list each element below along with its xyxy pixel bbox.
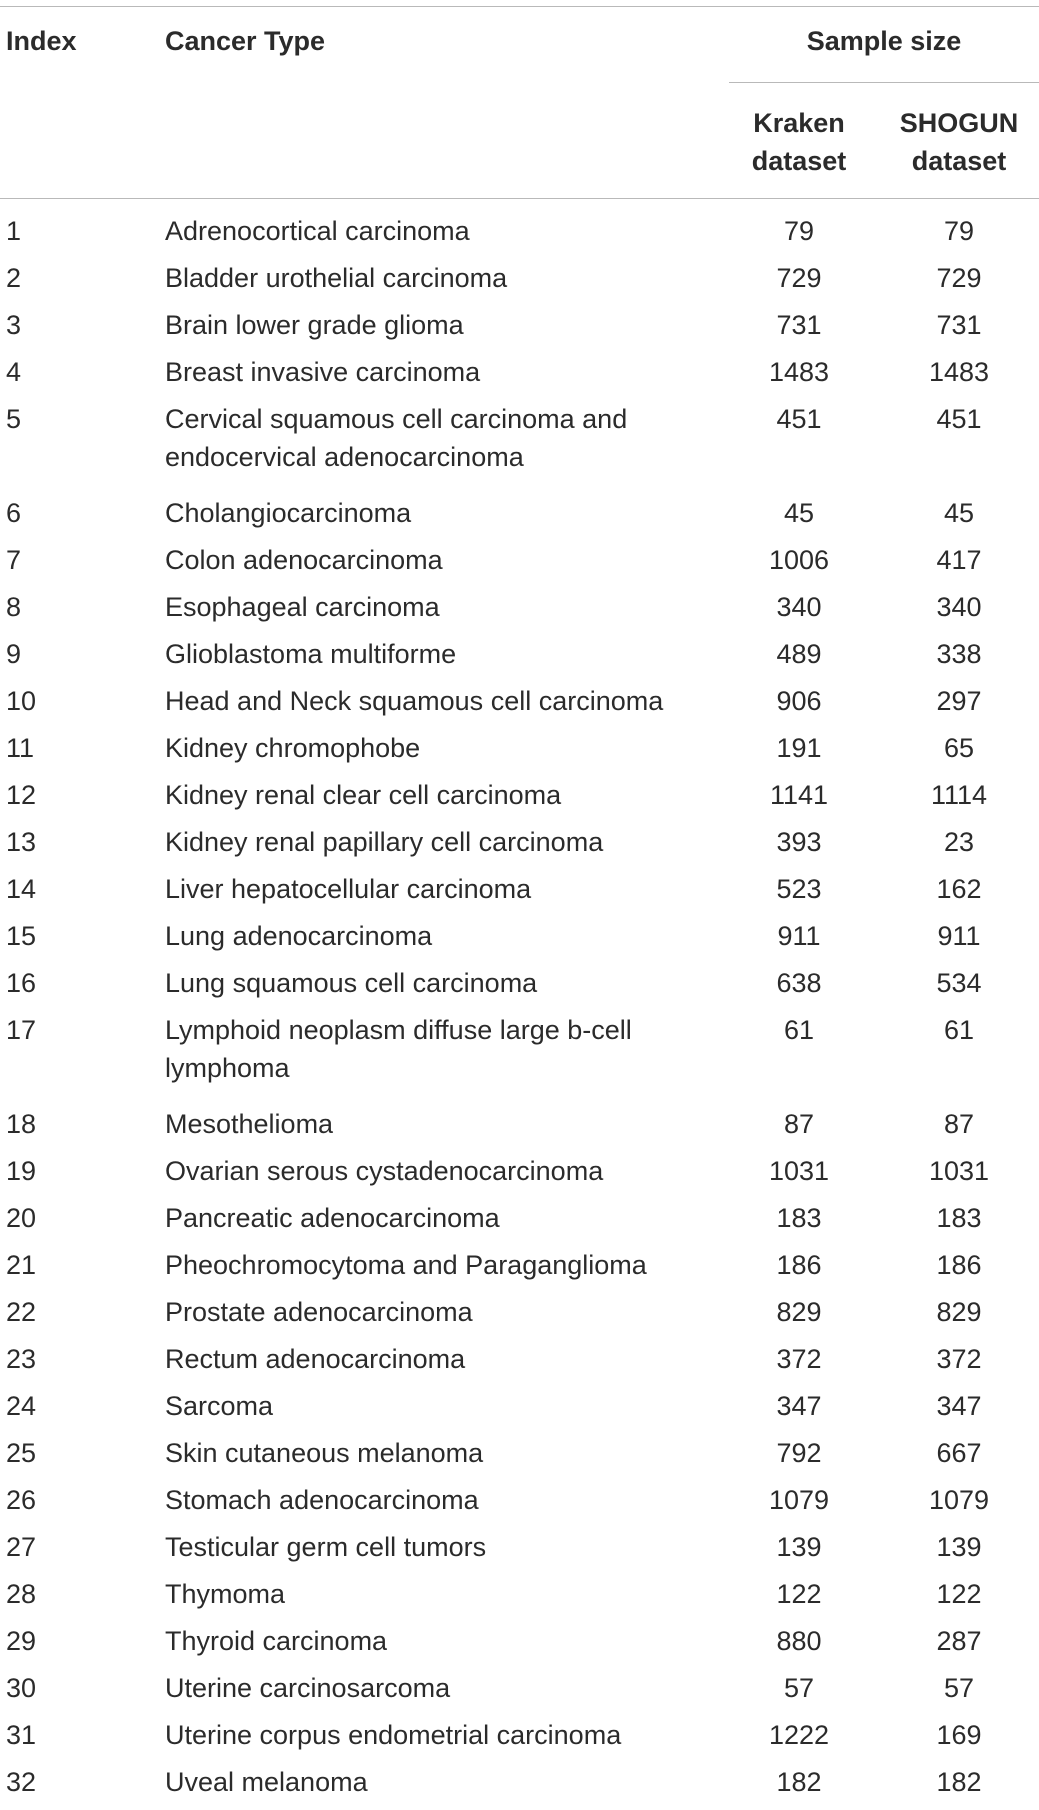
row-index: 10	[6, 686, 37, 716]
row-cancer-type	[165, 400, 725, 476]
table-row	[0, 212, 1039, 259]
table-row	[0, 1199, 1039, 1246]
table-row	[0, 1387, 1039, 1434]
row-cancer-type	[165, 1622, 725, 1660]
row-kraken-value: 1006	[768, 545, 830, 575]
row-kraken-value: 340	[776, 592, 822, 622]
row-index: 18	[6, 1109, 37, 1139]
row-kraken-value: 372	[776, 1344, 822, 1374]
row-cancer-type	[165, 353, 725, 391]
row-shogun-value: 169	[936, 1720, 982, 1750]
row-index: 29	[6, 1626, 37, 1656]
row-index: 20	[6, 1203, 37, 1233]
row-kraken-value: 906	[776, 686, 822, 716]
table-row	[0, 1528, 1039, 1575]
row-shogun-value: 667	[936, 1438, 982, 1468]
row-shogun-value: 79	[943, 216, 975, 246]
table-row	[0, 588, 1039, 635]
table-top-rule	[0, 6, 1039, 7]
row-index: 1	[6, 216, 22, 246]
row-cancer-type	[165, 1105, 725, 1143]
row-index: 12	[6, 780, 37, 810]
row-cancer-type-line: endocervical adenocarcinoma	[165, 442, 524, 472]
table-row	[0, 1575, 1039, 1622]
row-shogun-value: 122	[936, 1579, 982, 1609]
row-cancer-type-line: Sarcoma	[165, 1391, 274, 1421]
header-sample-size: Sample size	[806, 26, 962, 56]
row-cancer-type-line: Stomach adenocarcinoma	[165, 1485, 479, 1515]
table-body	[0, 212, 1039, 1810]
table-row	[0, 1716, 1039, 1763]
row-index: 19	[6, 1156, 37, 1186]
row-index: 27	[6, 1532, 37, 1562]
row-shogun-value: 338	[936, 639, 982, 669]
row-cancer-type	[165, 1528, 725, 1566]
row-shogun-value: 372	[936, 1344, 982, 1374]
row-shogun-value: 61	[943, 1015, 975, 1045]
row-cancer-type	[165, 1152, 725, 1190]
header-index: Index	[6, 26, 77, 56]
row-cancer-type-line: Kidney renal papillary cell carcinoma	[165, 827, 604, 857]
header-group-rule	[729, 82, 1039, 83]
table-row	[0, 400, 1039, 494]
row-shogun-value: 911	[937, 921, 981, 951]
table-row	[0, 1763, 1039, 1810]
table-row	[0, 1246, 1039, 1293]
row-index: 17	[6, 1015, 37, 1045]
row-index: 21	[6, 1250, 37, 1280]
row-kraken-value: 183	[776, 1203, 822, 1233]
row-cancer-type-line: Breast invasive carcinoma	[165, 357, 481, 387]
row-kraken-value: 45	[783, 498, 815, 528]
row-cancer-type-line: Uveal melanoma	[165, 1767, 368, 1797]
row-cancer-type-line: Testicular germ cell tumors	[165, 1532, 487, 1562]
row-cancer-type	[165, 1293, 725, 1331]
row-kraken-value: 829	[776, 1297, 822, 1327]
row-cancer-type-line: Glioblastoma multiforme	[165, 639, 457, 669]
row-cancer-type	[165, 494, 725, 532]
row-shogun-value: 45	[943, 498, 975, 528]
row-shogun-value: 417	[936, 545, 982, 575]
row-shogun-value: 731	[936, 310, 982, 340]
row-cancer-type-line: Cervical squamous cell carcinoma and	[165, 404, 628, 434]
row-cancer-type-line: Head and Neck squamous cell carcinoma	[165, 686, 664, 716]
row-index: 2	[6, 263, 22, 293]
row-kraken-value: 1079	[768, 1485, 830, 1515]
row-index: 32	[6, 1767, 37, 1797]
row-kraken-value: 1031	[768, 1156, 830, 1186]
row-index: 25	[6, 1438, 37, 1468]
row-shogun-value: 340	[936, 592, 982, 622]
row-kraken-value: 57	[783, 1673, 815, 1703]
row-cancer-type	[165, 823, 725, 861]
row-shogun-value: 186	[936, 1250, 982, 1280]
row-kraken-value: 1141	[769, 780, 829, 810]
row-cancer-type-line: Mesothelioma	[165, 1109, 334, 1139]
row-cancer-type-line: Pheochromocytoma and Paraganglioma	[165, 1250, 647, 1280]
row-cancer-type-line: Thymoma	[165, 1579, 286, 1609]
row-kraken-value: 393	[776, 827, 822, 857]
row-cancer-type	[165, 541, 725, 579]
row-cancer-type-line: Colon adenocarcinoma	[165, 545, 443, 575]
row-kraken-value: 122	[776, 1579, 822, 1609]
table-row	[0, 1622, 1039, 1669]
row-shogun-value: 183	[936, 1203, 982, 1233]
row-kraken-value: 61	[783, 1015, 815, 1045]
row-cancer-type-line: Ovarian serous cystadenocarcinoma	[165, 1156, 604, 1186]
row-index: 11	[6, 733, 35, 763]
row-kraken-value: 451	[776, 404, 822, 434]
row-kraken-value: 347	[776, 1391, 822, 1421]
row-cancer-type-line: Uterine corpus endometrial carcinoma	[165, 1720, 622, 1750]
row-cancer-type	[165, 1763, 725, 1801]
header-kraken-line1: Kraken	[753, 108, 845, 138]
row-index: 4	[6, 357, 22, 387]
row-index: 31	[6, 1720, 37, 1750]
row-index: 9	[6, 639, 22, 669]
row-index: 14	[6, 874, 37, 904]
row-index: 23	[6, 1344, 37, 1374]
table-row	[0, 1293, 1039, 1340]
row-kraken-value: 880	[776, 1626, 822, 1656]
row-cancer-type	[165, 1575, 725, 1613]
row-cancer-type-line: Thyroid carcinoma	[165, 1626, 388, 1656]
row-cancer-type-line: Prostate adenocarcinoma	[165, 1297, 473, 1327]
table-row	[0, 259, 1039, 306]
row-cancer-type	[165, 588, 725, 626]
header-bottom-rule	[0, 198, 1039, 199]
table-row	[0, 1434, 1039, 1481]
row-cancer-type	[165, 776, 725, 814]
row-kraken-value: 139	[776, 1532, 822, 1562]
row-shogun-value: 829	[936, 1297, 982, 1327]
row-cancer-type-line: Esophageal carcinoma	[165, 592, 440, 622]
table-row	[0, 306, 1039, 353]
row-index: 24	[6, 1391, 37, 1421]
row-kraken-value: 1222	[768, 1720, 830, 1750]
row-kraken-value: 1483	[768, 357, 830, 387]
table-row	[0, 1152, 1039, 1199]
row-shogun-value: 162	[936, 874, 982, 904]
row-cancer-type-line: Lymphoid neoplasm diffuse large b-cell	[165, 1015, 632, 1045]
row-kraken-value: 911	[777, 921, 821, 951]
header-kraken-line2: dataset	[751, 146, 847, 176]
row-cancer-type	[165, 1340, 725, 1378]
header-shogun-line2: dataset	[911, 146, 1007, 176]
row-cancer-type-line: Brain lower grade glioma	[165, 310, 464, 340]
row-cancer-type-line: Kidney renal clear cell carcinoma	[165, 780, 562, 810]
header-shogun-line1: SHOGUN	[899, 108, 1019, 138]
row-cancer-type	[165, 964, 725, 1002]
row-index: 16	[6, 968, 37, 998]
row-kraken-value: 182	[776, 1767, 822, 1797]
row-cancer-type	[165, 1669, 725, 1707]
table-row	[0, 635, 1039, 682]
row-kraken-value: 729	[776, 263, 822, 293]
header-kraken-dataset	[729, 104, 869, 180]
row-cancer-type	[165, 1246, 725, 1284]
row-cancer-type-line: Skin cutaneous melanoma	[165, 1438, 484, 1468]
table-row	[0, 964, 1039, 1011]
row-cancer-type-line: Lung adenocarcinoma	[165, 921, 433, 951]
table-row	[0, 494, 1039, 541]
row-index: 3	[6, 310, 22, 340]
row-cancer-type	[165, 729, 725, 767]
row-shogun-value: 347	[936, 1391, 982, 1421]
row-cancer-type-line: Bladder urothelial carcinoma	[165, 263, 508, 293]
table-row	[0, 1481, 1039, 1528]
row-cancer-type-line: Adrenocortical carcinoma	[165, 216, 470, 246]
row-shogun-value: 57	[943, 1673, 975, 1703]
row-index: 8	[6, 592, 22, 622]
table-row	[0, 541, 1039, 588]
row-cancer-type-line: Uterine carcinosarcoma	[165, 1673, 451, 1703]
row-cancer-type	[165, 870, 725, 908]
row-index: 30	[6, 1673, 37, 1703]
table-row	[0, 1011, 1039, 1105]
row-cancer-type-line: Liver hepatocellular carcinoma	[165, 874, 532, 904]
row-shogun-value: 1031	[928, 1156, 990, 1186]
row-shogun-value: 65	[943, 733, 975, 763]
row-shogun-value: 287	[936, 1626, 982, 1656]
row-cancer-type	[165, 259, 725, 297]
table-row	[0, 729, 1039, 776]
row-cancer-type	[165, 306, 725, 344]
row-shogun-value: 1079	[928, 1485, 990, 1515]
row-cancer-type-line: Lung squamous cell carcinoma	[165, 968, 538, 998]
row-shogun-value: 451	[936, 404, 982, 434]
row-shogun-value: 297	[936, 686, 982, 716]
row-cancer-type	[165, 1434, 725, 1472]
row-kraken-value: 191	[776, 733, 822, 763]
row-shogun-value: 139	[936, 1532, 982, 1562]
row-index: 7	[6, 545, 22, 575]
row-kraken-value: 186	[776, 1250, 822, 1280]
row-index: 22	[6, 1297, 37, 1327]
row-cancer-type	[165, 917, 725, 955]
table-row	[0, 682, 1039, 729]
row-cancer-type	[165, 1716, 725, 1754]
row-shogun-value: 1114	[930, 780, 988, 810]
row-cancer-type	[165, 682, 725, 720]
row-kraken-value: 79	[783, 216, 815, 246]
row-kraken-value: 792	[776, 1438, 822, 1468]
row-kraken-value: 523	[776, 874, 822, 904]
row-index: 5	[6, 404, 22, 434]
table-row	[0, 870, 1039, 917]
row-cancer-type	[165, 1199, 725, 1237]
row-kraken-value: 489	[776, 639, 822, 669]
row-cancer-type-line: Pancreatic adenocarcinoma	[165, 1203, 500, 1233]
table-row	[0, 1669, 1039, 1716]
row-shogun-value: 729	[936, 263, 982, 293]
table-row	[0, 1105, 1039, 1152]
row-cancer-type	[165, 1011, 725, 1087]
row-cancer-type	[165, 635, 725, 673]
row-shogun-value: 182	[936, 1767, 982, 1797]
row-cancer-type	[165, 1481, 725, 1519]
row-shogun-value: 1483	[928, 357, 990, 387]
table-row	[0, 1340, 1039, 1387]
row-index: 13	[6, 827, 37, 857]
header-cancer-type: Cancer Type	[165, 26, 326, 56]
row-shogun-value: 23	[943, 827, 975, 857]
row-cancer-type-line: lymphoma	[165, 1053, 290, 1083]
table-row	[0, 353, 1039, 400]
row-index: 6	[6, 498, 22, 528]
row-cancer-type-line: Kidney chromophobe	[165, 733, 421, 763]
row-shogun-value: 534	[936, 968, 982, 998]
table-row	[0, 917, 1039, 964]
row-cancer-type	[165, 212, 725, 250]
row-kraken-value: 731	[776, 310, 822, 340]
row-shogun-value: 87	[943, 1109, 975, 1139]
header-shogun-dataset	[889, 104, 1029, 180]
row-index: 26	[6, 1485, 37, 1515]
table-row	[0, 823, 1039, 870]
row-cancer-type-line: Rectum adenocarcinoma	[165, 1344, 466, 1374]
row-index: 15	[6, 921, 37, 951]
row-index: 28	[6, 1579, 37, 1609]
row-kraken-value: 87	[783, 1109, 815, 1139]
row-kraken-value: 638	[776, 968, 822, 998]
table-row	[0, 776, 1039, 823]
row-cancer-type-line: Cholangiocarcinoma	[165, 498, 412, 528]
row-cancer-type	[165, 1387, 725, 1425]
